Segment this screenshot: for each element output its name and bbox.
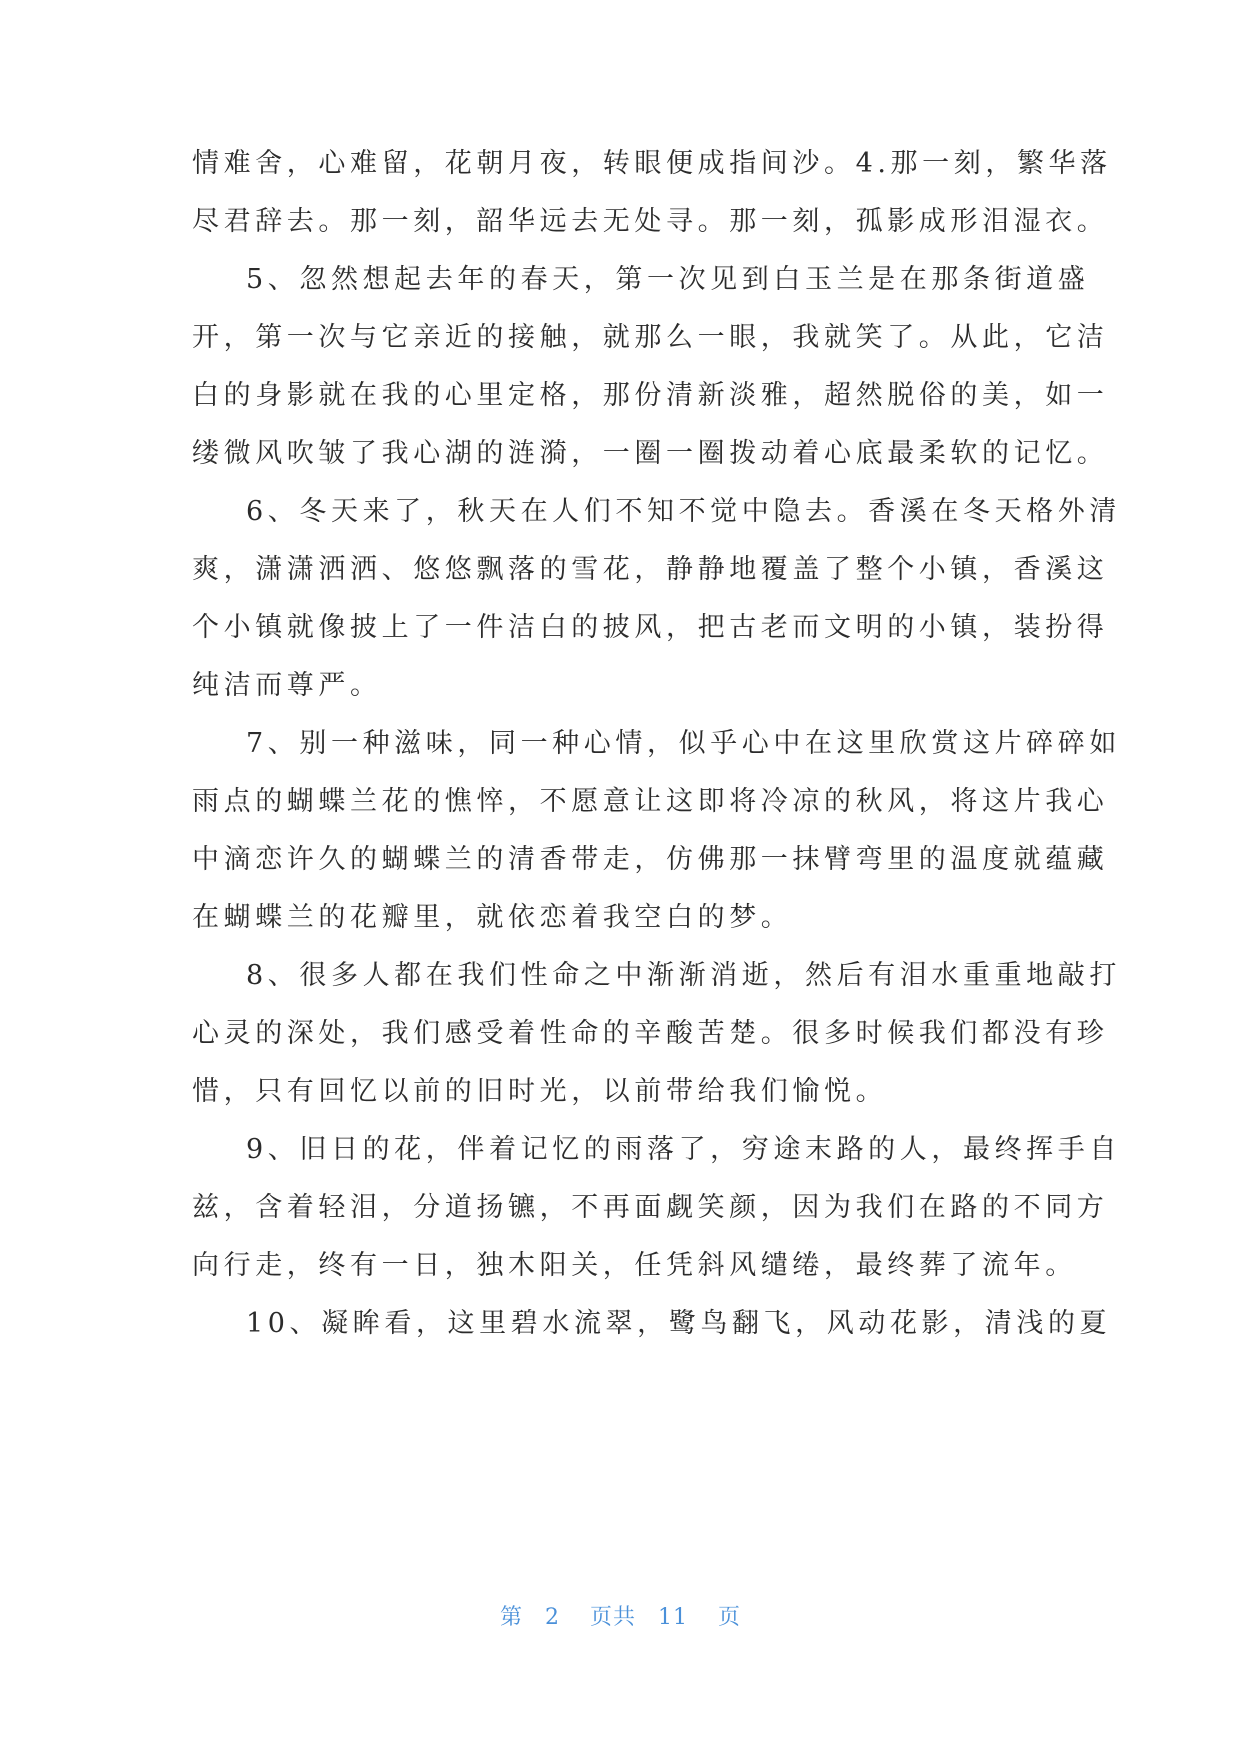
text-line: 纯洁而尊严。 — [192, 670, 382, 701]
text-line: 雨点的蝴蝶兰花的憔悴，不愿意让这即将冷凉的秋风，将这片我心 — [192, 786, 1109, 817]
paragraph-start: 7、别一种滋味，同一种心情，似乎心中在这里欣赏这片碎碎如 — [246, 728, 1121, 759]
paragraph-start: 10、凝眸看，这里碧水流翠，鹭鸟翻飞，风动花影，清浅的夏 — [246, 1308, 1112, 1339]
text-line: 中滴恋许久的蝴蝶兰的清香带走，仿佛那一抹臂弯里的温度就蕴藏 — [192, 844, 1109, 875]
text-line: 兹，含着轻泪，分道扬镳，不再面觑笑颜，因为我们在路的不同方 — [192, 1192, 1109, 1223]
text-line: 缕微风吹皱了我心湖的涟漪，一圈一圈拨动着心底最柔软的记忆。 — [192, 438, 1109, 469]
text-line: 向行走，终有一日，独木阳关，任凭斜风缱绻，最终葬了流年。 — [192, 1250, 1077, 1281]
text-line: 心灵的深处，我们感受着性命的辛酸苦楚。很多时候我们都没有珍 — [192, 1018, 1109, 1049]
page-suffix: 页 — [718, 1605, 742, 1630]
total-pages-number: 11 — [658, 1605, 688, 1630]
paragraph-start: 9、旧日的花，伴着记忆的雨落了，穷途末路的人，最终挥手自 — [246, 1134, 1121, 1165]
text-line: 尽君辞去。那一刻，韶华远去无处寻。那一刻，孤影成形泪湿衣。 — [192, 206, 1109, 237]
text-line: 在蝴蝶兰的花瓣里，就依恋着我空白的梦。 — [192, 902, 793, 933]
current-page-number: 2 — [544, 1605, 560, 1630]
page-mid-label: 页共 — [589, 1605, 636, 1630]
page-footer — [0, 1603, 1241, 1633]
text-line: 个小镇就像披上了一件洁白的披风，把古老而文明的小镇，装扮得 — [192, 612, 1109, 643]
text-line: 情难舍，心难留，花朝月夜，转眼便成指间沙。4.那一刻，繁华落 — [192, 148, 1112, 179]
page-prefix: 第 — [499, 1605, 523, 1630]
paragraph-start: 8、很多人都在我们性命之中渐渐消逝，然后有泪水重重地敲打 — [246, 960, 1121, 991]
text-line: 爽，潇潇洒洒、悠悠飘落的雪花，静静地覆盖了整个小镇，香溪这 — [192, 554, 1109, 585]
paragraph-start: 5、忽然想起去年的春天，第一次见到白玉兰是在那条街道盛 — [246, 264, 1090, 295]
text-line: 惜，只有回忆以前的旧时光，以前带给我们愉悦。 — [192, 1076, 888, 1107]
paragraph-start: 6、冬天来了，秋天在人们不知不觉中隐去。香溪在冬天格外清 — [246, 496, 1121, 527]
text-line: 开，第一次与它亲近的接触，就那么一眼，我就笑了。从此，它洁 — [192, 322, 1109, 353]
text-line: 白的身影就在我的心里定格，那份清新淡雅，超然脱俗的美，如一 — [192, 380, 1109, 411]
